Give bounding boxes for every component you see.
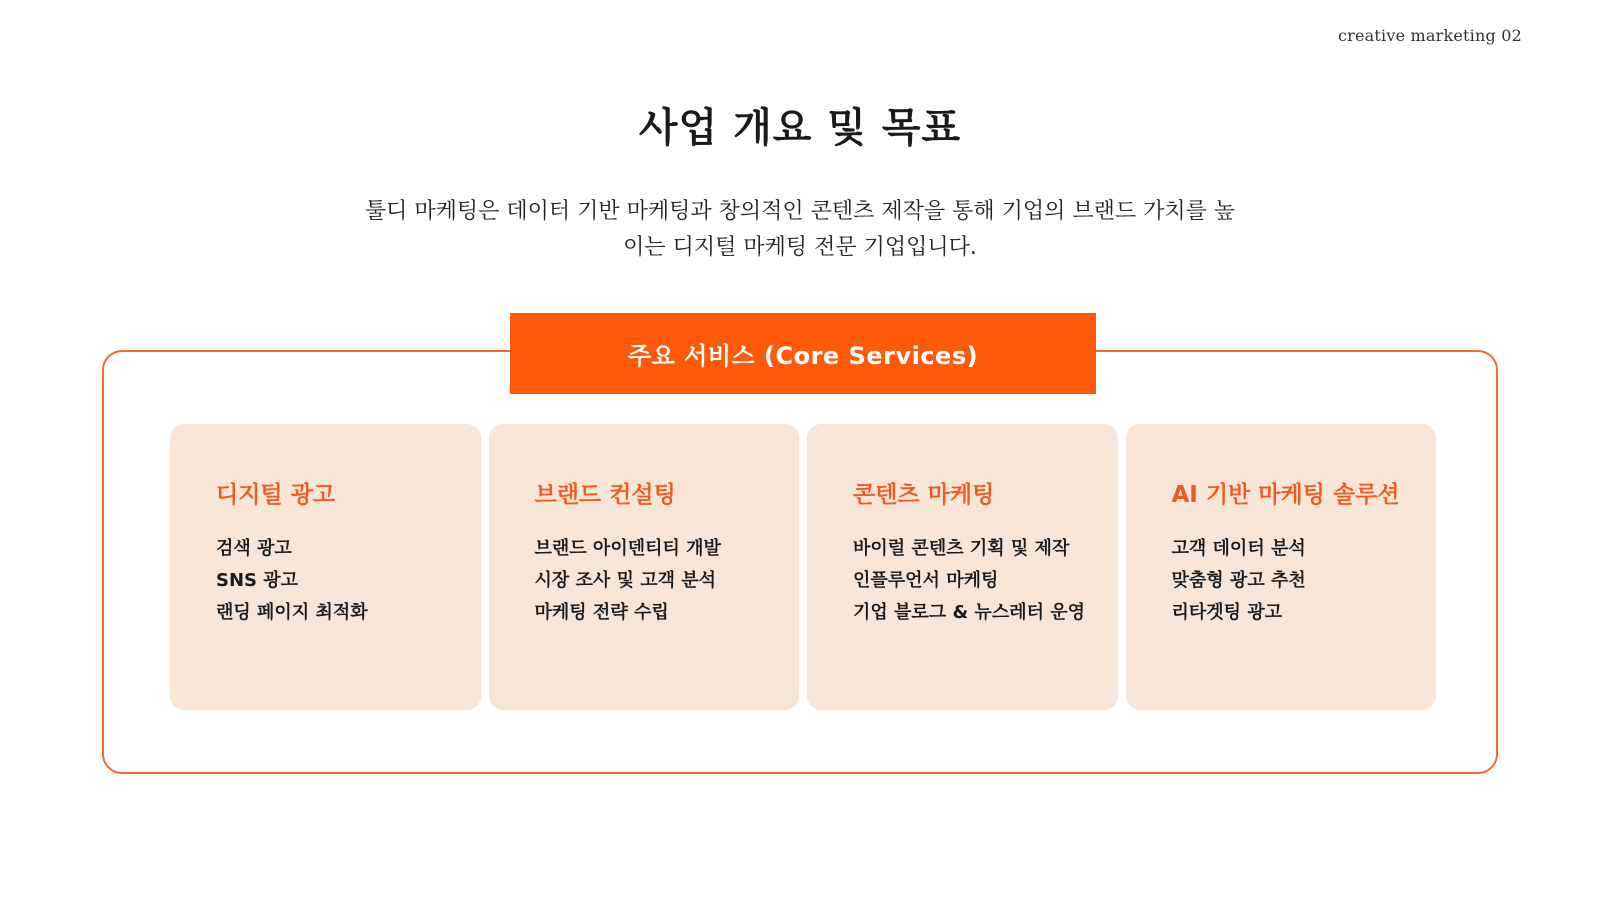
card-title: 브랜드 컨설팅 — [534, 482, 676, 508]
service-card-content-marketing — [807, 424, 1118, 710]
intro-line-2: 이는 디지털 마케팅 전문 기업입니다. — [623, 235, 977, 260]
card-title: 콘텐츠 마케팅 — [853, 482, 995, 508]
list-item: 바이럴 콘텐츠 기획 및 제작 — [853, 538, 1070, 559]
list-item: 인플루언서 마케팅 — [853, 570, 999, 591]
service-card-digital-ads — [170, 424, 481, 710]
card-title: 디지털 광고 — [216, 482, 336, 508]
list-item: 검색 광고 — [216, 538, 292, 559]
card-list — [535, 533, 800, 629]
intro-line-1: 툴디 마케팅은 데이터 기반 마케팅과 창의적인 콘텐츠 제작을 통해 기업의 브랜드 가치를 높 — [364, 199, 1236, 224]
list-item: 시장 조사 및 고객 분석 — [534, 570, 717, 591]
list-item: 고객 데이터 분석 — [1171, 538, 1306, 559]
services-banner: 주요 서비스 (Core Services) — [510, 313, 1096, 394]
service-card-ai-solution — [1126, 424, 1437, 710]
list-item: 맞춤형 광고 추천 — [1171, 570, 1306, 591]
list-item: 마케팅 전략 수립 — [534, 602, 669, 623]
page-title: 사업 개요 및 목표 — [638, 105, 962, 151]
list-item: SNS 광고 — [216, 570, 299, 591]
list-item: 리타겟팅 광고 — [1171, 602, 1283, 623]
card-title: AI 기반 마케팅 솔루션 — [1171, 482, 1400, 508]
list-item: 랜딩 페이지 최적화 — [216, 602, 368, 623]
list-item: 기업 블로그 & 뉴스레터 운영 — [853, 602, 1086, 623]
intro-paragraph — [300, 194, 1300, 266]
card-list — [853, 533, 1118, 629]
card-list — [216, 533, 481, 629]
list-item: 브랜드 아이덴티티 개발 — [534, 538, 721, 559]
page-label: creative marketing 02 — [1337, 26, 1522, 45]
service-cards — [170, 424, 1436, 710]
service-card-brand-consulting — [489, 424, 800, 710]
card-list — [1172, 533, 1437, 629]
